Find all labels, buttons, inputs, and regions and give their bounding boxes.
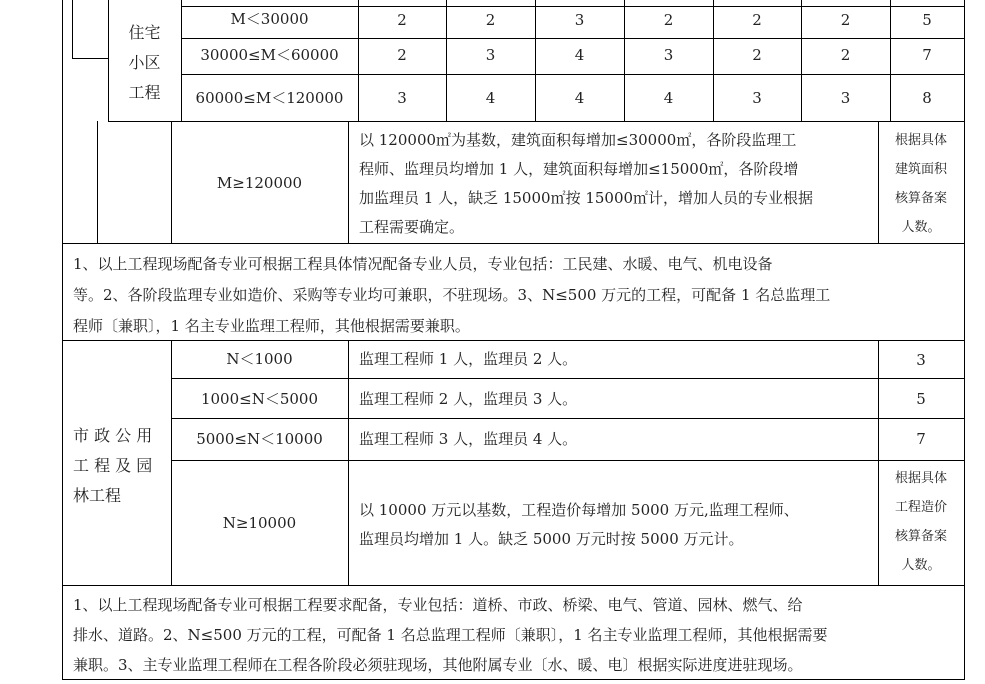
- value-cell: 3: [663, 46, 674, 64]
- range-cell: 1000≤N＜5000: [200, 390, 319, 408]
- range-cell: 5000≤N＜10000: [196, 430, 323, 448]
- description-cell: 以 120000㎡为基数，建筑面积每增加≤30000㎡，各阶段监理工 程师、监理员均增加 1 人，建筑面积每增加≤15000㎡，各阶段增 加监理员 1 人，缺乏 15000㎡按 15000㎡计，增加人员的专业根据 工程需要确定。: [359, 131, 814, 236]
- municipal-category-label: 市 政 公 用 工 程 及 园 林工程: [73, 426, 153, 505]
- value-cell: 4: [663, 89, 674, 107]
- value-cell: 2: [840, 46, 851, 64]
- value-cell: 2: [752, 46, 762, 64]
- total-cell: 5: [922, 11, 932, 29]
- range-cell: N＜1000: [226, 350, 293, 368]
- total-cell: 3: [916, 351, 926, 369]
- total-cell: 5: [916, 390, 926, 408]
- description-cell: 监理工程师 3 人，监理员 4 人。: [359, 430, 578, 448]
- value-cell: 4: [485, 89, 496, 107]
- range-cell: M＜30000: [230, 10, 309, 28]
- range-cell: M≥120000: [216, 174, 303, 192]
- value-cell: 2: [840, 11, 851, 29]
- total-cell: 7: [916, 430, 926, 448]
- note-residential: 1、以上工程现场配备专业可根据工程具体情况配备专业人员，专业包括：工民建、水暖、电气、机电设备 等。2、各阶段监理专业如造价、采购等专业均可兼职，不驻现场。3、N≤500 万元的工程，可配备 1 名总监理工 程师〔兼职〕，1 名主专业监理工程师，其他根据需要兼职。: [73, 255, 831, 335]
- total-cell: 7: [922, 46, 932, 64]
- value-cell: 2: [397, 46, 407, 64]
- value-cell: 3: [752, 89, 762, 107]
- value-cell: 3: [397, 89, 407, 107]
- value-cell: 4: [574, 89, 585, 107]
- value-cell: 3: [574, 11, 585, 29]
- range-cell: 60000≤M＜120000: [195, 89, 344, 107]
- note-municipal: 1、以上工程现场配备专业可根据工程要求配备，专业包括：道桥、市政、桥梁、电气、管道、园林、燃气、给 排水、道路。2、N≤500 万元的工程，可配备 1 名总监理工程师〔兼职〕，1 名主专业监理工程师，其他根据需要 兼职。3、主专业监理工程师在工程各阶段必须驻现场，其他附属专业〔水、暖、电〕根据实际进度进驻现场。: [73, 596, 828, 674]
- total-cell: 根据具体 建筑面积 核算备案 人数。: [894, 133, 947, 235]
- value-cell: 2: [663, 11, 674, 29]
- value-cell: 2: [397, 11, 407, 29]
- description-cell: 以 10000 万元以基数，工程造价每增加 5000 万元,监理工程师、 监理员均增加 1 人。缺乏 5000 万元时按 5000 万元计。: [359, 501, 799, 548]
- value-cell: 2: [485, 11, 496, 29]
- residential-category-label: 住宅 小区 工程: [128, 23, 161, 102]
- description-cell: 监理工程师 1 人，监理员 2 人。: [359, 350, 578, 368]
- value-cell: 4: [574, 46, 585, 64]
- value-cell: 2: [752, 11, 762, 29]
- total-cell: 根据具体 工程造价 核算备案 人数。: [894, 471, 947, 573]
- range-cell: 30000≤M＜60000: [200, 46, 339, 64]
- value-cell: 3: [485, 46, 496, 64]
- value-cell: 3: [840, 89, 851, 107]
- total-cell: 8: [922, 89, 932, 107]
- description-cell: 监理工程师 2 人，监理员 3 人。: [359, 390, 578, 408]
- range-cell: N≥10000: [222, 514, 297, 532]
